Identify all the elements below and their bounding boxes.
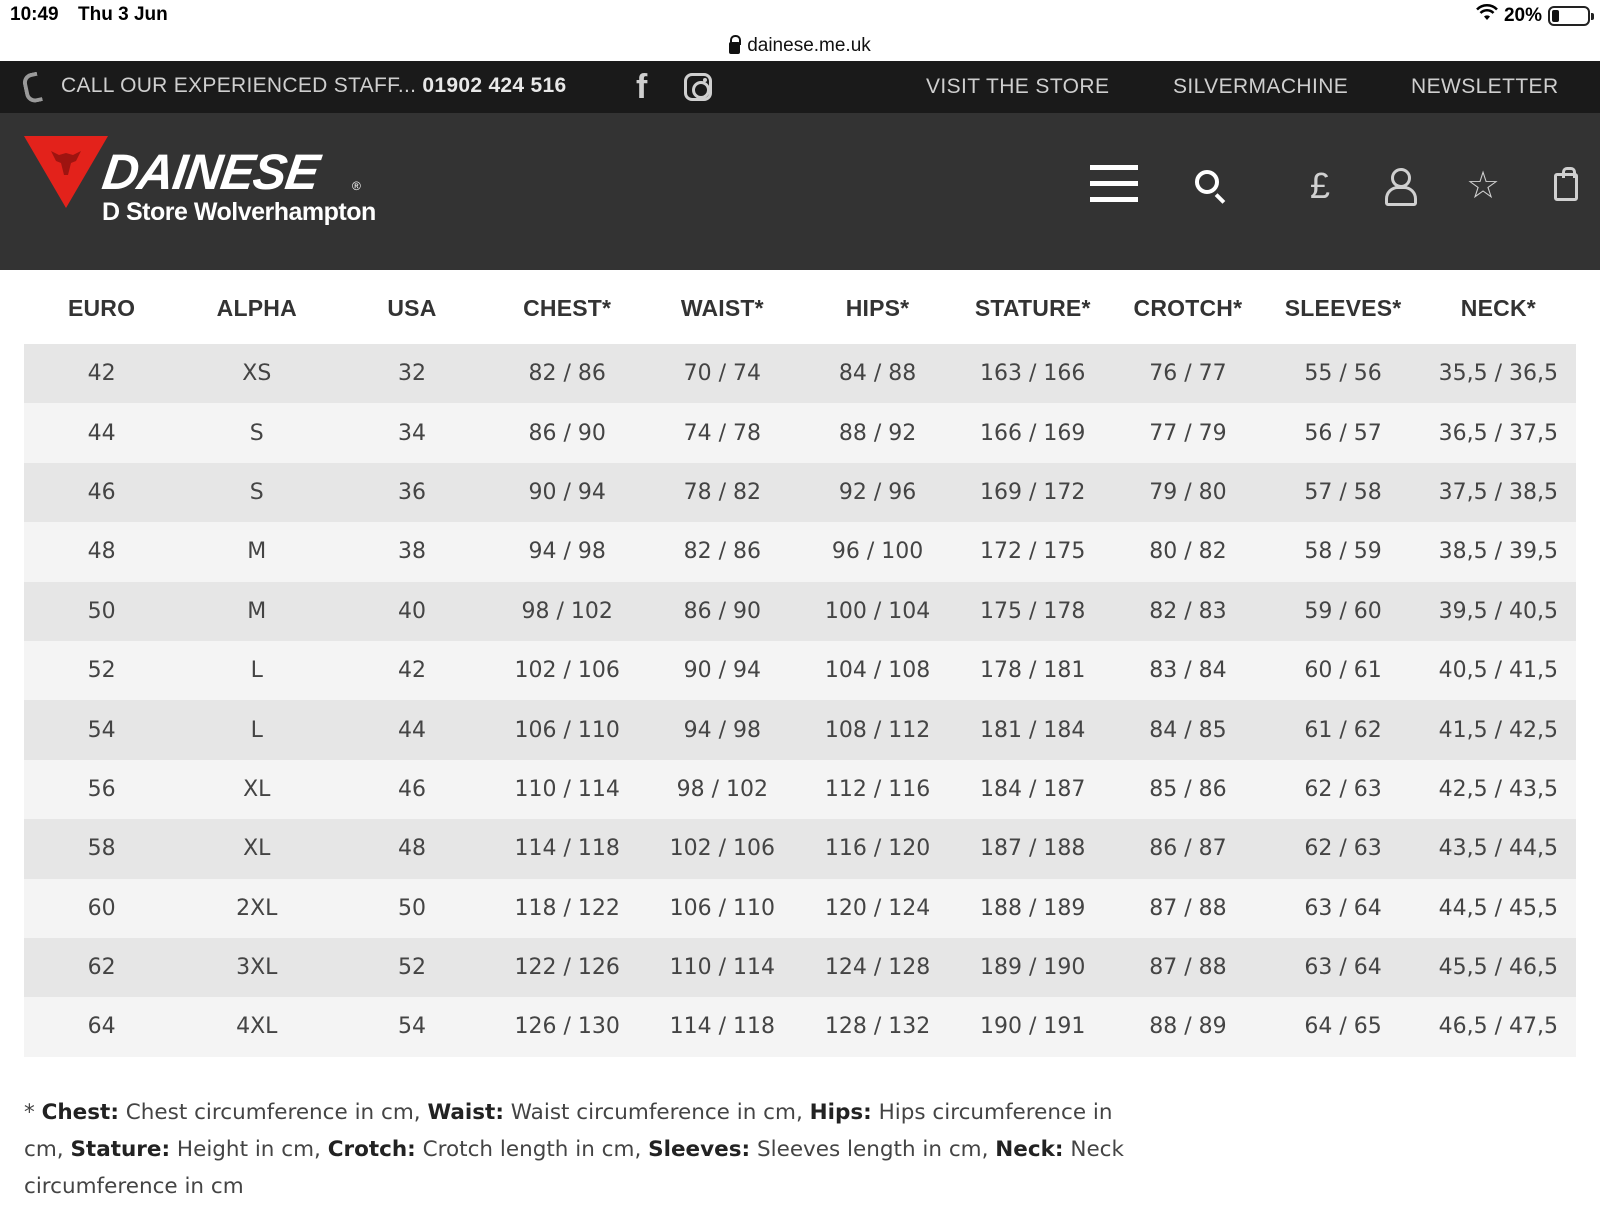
table-cell: 116 / 120 — [800, 819, 955, 878]
table-header-row — [24, 272, 1576, 344]
table-cell: 181 / 184 — [955, 700, 1110, 759]
table-row — [24, 403, 1576, 462]
footnote-description: Neck circumference in cm — [24, 1137, 1124, 1199]
table-cell: 57 / 58 — [1266, 463, 1421, 522]
table-cell: 163 / 166 — [955, 344, 1110, 403]
table-cell: S — [179, 403, 334, 462]
table-cell: XS — [179, 344, 334, 403]
table-row — [24, 997, 1576, 1056]
table-row — [24, 641, 1576, 700]
table-cell: 4XL — [179, 997, 334, 1056]
account-icon[interactable] — [1383, 168, 1415, 204]
table-cell: 188 / 189 — [955, 879, 1110, 938]
table-cell: 36 — [334, 463, 489, 522]
table-cell: 110 / 114 — [645, 938, 800, 997]
table-cell: 42 — [24, 344, 179, 403]
table-cell: 55 / 56 — [1266, 344, 1421, 403]
footnote-description: Chest circumference in cm — [125, 1100, 414, 1125]
table-cell: 82 / 83 — [1110, 582, 1265, 641]
table-cell: 35,5 / 36,5 — [1421, 344, 1576, 403]
table-row — [24, 760, 1576, 819]
footnote-term: Neck: — [995, 1137, 1064, 1162]
table-cell: 32 — [334, 344, 489, 403]
table-cell: 124 / 128 — [800, 938, 955, 997]
table-cell: 88 / 89 — [1110, 997, 1265, 1056]
table-cell: 83 / 84 — [1110, 641, 1265, 700]
table-cell: 48 — [334, 819, 489, 878]
table-cell: 178 / 181 — [955, 641, 1110, 700]
size-footnote: * Chest: Chest circumference in cm, Waist: Waist circumference in cm, Hips: Hips circumference in cm, Stature: Height in cm, Crotch: Crotch length in cm, Sleeves: Sleeves length in cm, Neck: Neck circumference in cm — [24, 1100, 1124, 1199]
table-cell: 64 / 65 — [1266, 997, 1421, 1056]
table-cell: 41,5 / 42,5 — [1421, 700, 1576, 759]
footnote-description: Hips circumference in cm — [24, 1100, 1113, 1162]
footnote-description: Height in cm — [176, 1137, 315, 1162]
table-cell: 76 / 77 — [1110, 344, 1265, 403]
table-cell: 58 — [24, 819, 179, 878]
table-cell: 59 / 60 — [1266, 582, 1421, 641]
silvermachine-link[interactable]: SILVERMACHINE — [1173, 75, 1349, 98]
table-cell: XL — [179, 819, 334, 878]
table-cell: 184 / 187 — [955, 760, 1110, 819]
table-cell: 42 — [334, 641, 489, 700]
phone-icon — [21, 72, 43, 105]
table-cell: 189 / 190 — [955, 938, 1110, 997]
store-name: D Store Wolverhampton — [102, 198, 376, 226]
table-cell: 61 / 62 — [1266, 700, 1421, 759]
table-cell: L — [179, 700, 334, 759]
newsletter-link[interactable]: NEWSLETTER — [1411, 75, 1559, 98]
menu-icon[interactable] — [1090, 165, 1138, 203]
table-cell: 98 / 102 — [645, 760, 800, 819]
table-body — [24, 344, 1576, 1057]
table-cell: 90 / 94 — [490, 463, 645, 522]
table-cell: 36,5 / 37,5 — [1421, 403, 1576, 462]
table-cell: 87 / 88 — [1110, 938, 1265, 997]
table-cell: 38 — [334, 522, 489, 581]
table-cell: 44 — [24, 403, 179, 462]
url-text: dainese.me.uk — [747, 34, 871, 56]
size-chart-table — [24, 272, 1576, 1057]
table-cell: 112 / 116 — [800, 760, 955, 819]
top-utility-bar — [0, 61, 1600, 113]
battery-percent: 20% — [1503, 4, 1542, 26]
table-cell: 118 / 122 — [490, 879, 645, 938]
footnote-description: Waist circumference in cm — [510, 1100, 796, 1125]
table-cell: M — [179, 522, 334, 581]
table-cell: 54 — [334, 997, 489, 1056]
table-cell: 40,5 / 41,5 — [1421, 641, 1576, 700]
table-cell: S — [179, 463, 334, 522]
table-cell: 3XL — [179, 938, 334, 997]
table-cell: 94 / 98 — [490, 522, 645, 581]
column-header: HIPS* — [800, 272, 955, 344]
table-cell: 62 / 63 — [1266, 819, 1421, 878]
table-cell: 58 / 59 — [1266, 522, 1421, 581]
table-row — [24, 582, 1576, 641]
table-cell: 54 — [24, 700, 179, 759]
call-label: CALL OUR EXPERIENCED STAFF... — [61, 74, 417, 97]
table-cell: 106 / 110 — [645, 879, 800, 938]
table-cell: 114 / 118 — [490, 819, 645, 878]
table-row — [24, 938, 1576, 997]
instagram-icon[interactable] — [684, 73, 712, 101]
battery-icon — [1548, 6, 1590, 26]
table-cell: 82 / 86 — [645, 522, 800, 581]
table-cell: 62 / 63 — [1266, 760, 1421, 819]
table-cell: 175 / 178 — [955, 582, 1110, 641]
column-header: STATURE* — [955, 272, 1110, 344]
table-cell: 52 — [334, 938, 489, 997]
table-cell: 63 / 64 — [1266, 879, 1421, 938]
table-cell: 84 / 88 — [800, 344, 955, 403]
site-header — [0, 113, 1600, 270]
logo-wordmark: DAINESE — [99, 144, 323, 200]
table-cell: 50 — [24, 582, 179, 641]
table-cell: 122 / 126 — [490, 938, 645, 997]
table-cell: 46,5 / 47,5 — [1421, 997, 1576, 1056]
shopping-bag-icon[interactable] — [1554, 173, 1578, 201]
table-cell: XL — [179, 760, 334, 819]
table-cell: 56 / 57 — [1266, 403, 1421, 462]
table-cell: 187 / 188 — [955, 819, 1110, 878]
table-cell: 90 / 94 — [645, 641, 800, 700]
table-cell: 92 / 96 — [800, 463, 955, 522]
footnote-term: Chest: — [41, 1100, 119, 1125]
table-cell: 169 / 172 — [955, 463, 1110, 522]
wishlist-star-icon[interactable]: ☆ — [1466, 165, 1501, 207]
table-cell: 45,5 / 46,5 — [1421, 938, 1576, 997]
table-row — [24, 463, 1576, 522]
visit-store-link[interactable]: VISIT THE STORE — [926, 75, 1110, 98]
table-cell: 37,5 / 38,5 — [1421, 463, 1576, 522]
table-cell: 44,5 / 45,5 — [1421, 879, 1576, 938]
table-cell: 82 / 86 — [490, 344, 645, 403]
table-cell: 79 / 80 — [1110, 463, 1265, 522]
table-cell: 96 / 100 — [800, 522, 955, 581]
table-cell: 172 / 175 — [955, 522, 1110, 581]
lock-icon — [729, 42, 740, 54]
status-indicators — [1476, 4, 1590, 27]
table-cell: 56 — [24, 760, 179, 819]
table-cell: 102 / 106 — [490, 641, 645, 700]
table-cell: 114 / 118 — [645, 997, 800, 1056]
table-cell: 2XL — [179, 879, 334, 938]
column-header: WAIST* — [645, 272, 800, 344]
footnote-term: Waist: — [427, 1100, 504, 1125]
table-cell: 64 — [24, 997, 179, 1056]
currency-pound-icon[interactable]: £ — [1310, 165, 1331, 206]
table-cell: 46 — [24, 463, 179, 522]
registered-mark-icon: ® — [352, 179, 361, 193]
search-icon[interactable] — [1195, 170, 1219, 194]
call-staff-text[interactable] — [61, 74, 566, 98]
ios-status-bar — [0, 0, 1600, 30]
column-header: ALPHA — [179, 272, 334, 344]
table-cell: 38,5 / 39,5 — [1421, 522, 1576, 581]
table-cell: 100 / 104 — [800, 582, 955, 641]
footnote-term: Crotch: — [327, 1137, 416, 1162]
footnote-asterisk: * — [24, 1100, 42, 1125]
wifi-icon — [1476, 4, 1498, 27]
table-row — [24, 700, 1576, 759]
table-cell: 60 / 61 — [1266, 641, 1421, 700]
table-cell: 190 / 191 — [955, 997, 1110, 1056]
table-cell: 74 / 78 — [645, 403, 800, 462]
column-header: CROTCH* — [1110, 272, 1265, 344]
table-cell: 120 / 124 — [800, 879, 955, 938]
table-cell: 87 / 88 — [1110, 879, 1265, 938]
table-cell: 44 — [334, 700, 489, 759]
column-header: CHEST* — [490, 272, 645, 344]
table-cell: 104 / 108 — [800, 641, 955, 700]
table-cell: 98 / 102 — [490, 582, 645, 641]
table-cell: 110 / 114 — [490, 760, 645, 819]
facebook-icon[interactable]: f — [636, 68, 648, 106]
table-cell: 102 / 106 — [645, 819, 800, 878]
table-cell: 48 — [24, 522, 179, 581]
table-cell: 78 / 82 — [645, 463, 800, 522]
table-cell: 126 / 130 — [490, 997, 645, 1056]
status-date: Thu 3 Jun — [78, 4, 168, 25]
table-cell: 34 — [334, 403, 489, 462]
footnote-description: Crotch length in cm — [422, 1137, 635, 1162]
table-cell: 42,5 / 43,5 — [1421, 760, 1576, 819]
column-header: USA — [334, 272, 489, 344]
table-cell: 166 / 169 — [955, 403, 1110, 462]
table-cell: 80 / 82 — [1110, 522, 1265, 581]
table-cell: 60 — [24, 879, 179, 938]
table-cell: 46 — [334, 760, 489, 819]
table-cell: 85 / 86 — [1110, 760, 1265, 819]
devil-head-icon — [49, 149, 83, 179]
table-cell: 88 / 92 — [800, 403, 955, 462]
column-header: EURO — [24, 272, 179, 344]
table-row — [24, 522, 1576, 581]
table-cell: 70 / 74 — [645, 344, 800, 403]
table-cell: 62 — [24, 938, 179, 997]
status-time: 10:49 — [10, 4, 59, 25]
table-cell: 86 / 87 — [1110, 819, 1265, 878]
table-cell: 84 / 85 — [1110, 700, 1265, 759]
table-row — [24, 819, 1576, 878]
table-cell: 77 / 79 — [1110, 403, 1265, 462]
table-cell: 52 — [24, 641, 179, 700]
table-cell: 94 / 98 — [645, 700, 800, 759]
column-header: NECK* — [1421, 272, 1576, 344]
table-cell: 108 / 112 — [800, 700, 955, 759]
phone-number[interactable]: 01902 424 516 — [422, 74, 567, 97]
table-cell: 40 — [334, 582, 489, 641]
footnote-term: Hips: — [809, 1100, 872, 1125]
table-cell: M — [179, 582, 334, 641]
table-cell: 39,5 / 40,5 — [1421, 582, 1576, 641]
footnote-description: Sleeves length in cm — [756, 1137, 982, 1162]
table-cell: 128 / 132 — [800, 997, 955, 1056]
table-cell: 63 / 64 — [1266, 938, 1421, 997]
table-cell: 86 / 90 — [490, 403, 645, 462]
table-cell: 43,5 / 44,5 — [1421, 819, 1576, 878]
footnote-term: Stature: — [70, 1137, 171, 1162]
table-cell: 50 — [334, 879, 489, 938]
table-cell: 106 / 110 — [490, 700, 645, 759]
table-cell: 86 / 90 — [645, 582, 800, 641]
footnote-term: Sleeves: — [648, 1137, 751, 1162]
table-row — [24, 879, 1576, 938]
table-row — [24, 344, 1576, 403]
column-header: SLEEVES* — [1266, 272, 1421, 344]
table-cell: L — [179, 641, 334, 700]
address-bar[interactable] — [0, 30, 1600, 61]
